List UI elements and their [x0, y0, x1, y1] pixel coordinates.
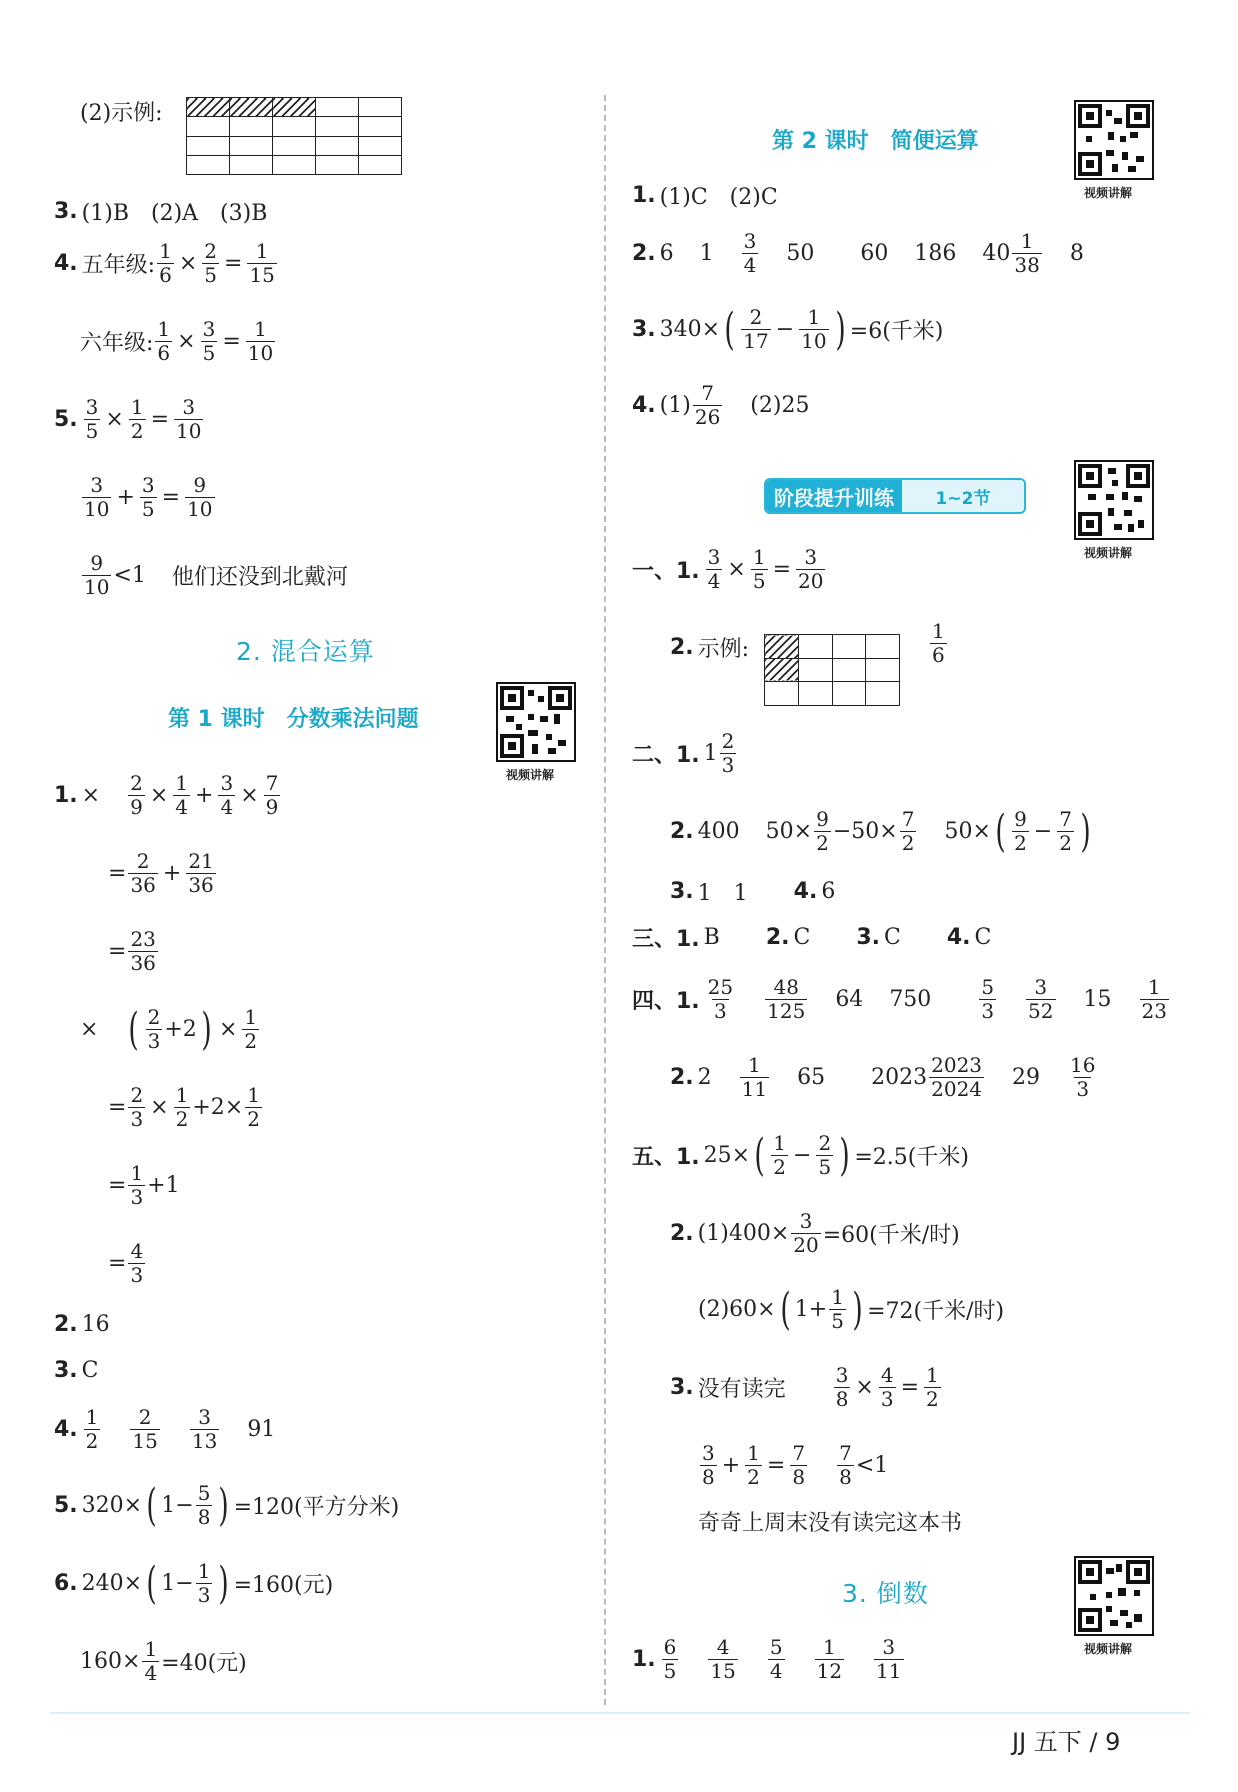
footer-rule: [50, 1712, 1190, 1714]
section-title-mixed-operations: 2. 混合运算: [236, 637, 375, 666]
stage-2-3-4: 3. 1 1 4. 6: [670, 879, 836, 906]
stage-4-2: 2. 2 $\frac{1}{11}$ 65 2023 $\frac{2023}{2024}$ 29 $\frac{16}{3}$: [670, 1053, 1096, 1101]
mixed-4: 4. $\frac{1}{2}$ $\frac{2}{15}$ $\frac{3}{13}$ 91: [54, 1405, 276, 1453]
qr-label: 视频讲解: [1084, 1642, 1133, 1656]
stage-1-2: 2. 示例:: [670, 635, 750, 662]
hatched-cell: [765, 635, 799, 659]
stage-5-2-1: 2. (1)400× $\frac{3}{20}$ =60(千米/时): [670, 1209, 960, 1257]
qr-label: 视频讲解: [506, 768, 555, 782]
hatched-cell: [765, 658, 799, 682]
mixed-1-line1: 1. × $\frac{2}{9}$ × $\frac{1}{4}$ + $\frac{3}{4}$ × $\frac{7}{9}$: [54, 771, 279, 819]
qr-code-icon[interactable]: [496, 682, 576, 762]
stage-training-banner: 阶段提升训练 1~2节: [764, 478, 1026, 514]
stage-4-1: 四、1. $\frac{25}{3}$ $\frac{48}{125}$ 64 750 $\frac{5}{3}$ $\frac{3}{52}$ 15 $\frac{1}{23}$: [632, 975, 1167, 1023]
lesson-title-1: 第 1 课时 分数乘法问题: [168, 707, 419, 732]
mixed-1-line2: = $\frac{2}{36}$ + $\frac{21}{36}$: [108, 849, 214, 897]
hatched-cell: [187, 98, 230, 117]
qr-label: 视频讲解: [1084, 546, 1133, 560]
mixed-5: 5. 320× ( 1− $\frac{5}{8}$ ) =120(平方分米): [54, 1479, 400, 1531]
mixed-1-line4: × ( $\frac{2}{3}$ +2 ) × $\frac{1}{2}$: [80, 1003, 258, 1055]
mixed-2: 2. 16: [54, 1312, 110, 1337]
answer-3: 3. (1)B (2)A (3)B: [54, 199, 268, 226]
item-2-example: (2)示例:: [80, 101, 163, 126]
mixed-1-line7: = $\frac{4}{3}$: [108, 1239, 144, 1287]
qr-code-icon[interactable]: [1074, 460, 1154, 540]
simple-2: 2. 6 1 $\frac{3}{4}$ 50 60 186 40 $\frac{1}{38}$ 8: [632, 229, 1084, 277]
stage-1-2-answer: $\frac{1}{6}$: [932, 619, 945, 667]
answer-4-grade6: 六年级: $\frac{1}{6}$ × $\frac{3}{5}$ = $\frac{1}{10}$: [80, 317, 274, 365]
column-divider: [604, 95, 606, 1705]
mixed-1-line6: = $\frac{1}{3}$ +1: [108, 1161, 180, 1209]
stage-2-2: 2. 400 50× $\frac{9}{2}$ −50× $\frac{7}{2}$ 50× ( $\frac{9}{2}$ − $\frac{7}{2}$ ): [670, 805, 1091, 857]
stage-1-1: 一、1. $\frac{3}{4}$ × $\frac{1}{5}$ = $\frac{3}{20}$: [632, 545, 824, 593]
page-footer: JJ 五下 / 9: [1012, 1728, 1121, 1756]
qr-label: 视频讲解: [1084, 186, 1133, 200]
qr-code-icon[interactable]: [1074, 100, 1154, 180]
simple-1: 1. (1)C (2)C: [632, 183, 778, 210]
hatched-cell: [273, 98, 316, 117]
qr-code-icon[interactable]: [1074, 1556, 1154, 1636]
hatched-grid-example: [186, 97, 402, 175]
answer-5-line3: $\frac{9}{10}$ <1 他们还没到北戴河: [84, 551, 348, 599]
answer-5-line2: $\frac{3}{10}$ + $\frac{3}{5}$ = $\frac{9}{10}$: [84, 473, 213, 521]
lesson-title-2: 第 2 课时 简便运算: [772, 129, 979, 154]
mixed-1-line3: = $\frac{23}{36}$: [108, 927, 156, 975]
stage-2-1: 二、1. 1 $\frac{2}{3}$: [632, 729, 735, 777]
simple-4: 4. (1) $\frac{7}{26}$ (2)25: [632, 381, 810, 429]
stage-5-3-line1: 3. 没有读完 $\frac{3}{8}$ × $\frac{4}{3}$ = $\frac{1}{2}$: [670, 1363, 939, 1411]
hatched-grid-sixth: [764, 634, 900, 706]
stage-5-3-line2: $\frac{3}{8}$ + $\frac{1}{2}$ = $\frac{7}{8}$ $\frac{7}{8}$ <1: [702, 1441, 889, 1489]
simple-3: 3. 340× ( $\frac{2}{17}$ − $\frac{1}{10}$ ) =6(千米): [632, 303, 944, 355]
stage-5-2-2: (2)60× ( 1+ $\frac{1}{5}$ ) =72(千米/时): [698, 1283, 1005, 1335]
answer-5-line1: 5. $\frac{3}{5}$ × $\frac{1}{2}$ = $\frac{3}{10}$: [54, 395, 202, 443]
mixed-3: 3. C: [54, 1358, 99, 1383]
section-title-reciprocal: 3. 倒数: [842, 1579, 929, 1608]
mixed-6-line2: 160× $\frac{1}{4}$ =40(元): [80, 1637, 247, 1685]
answer-4-grade5: 4. 五年级: $\frac{1}{6}$ × $\frac{2}{5}$ = $\frac{1}{15}$: [54, 239, 275, 287]
stage-5-1: 五、1. 25× ( $\frac{1}{2}$ − $\frac{2}{5}$ ) =2.5(千米): [632, 1129, 969, 1181]
mixed-1-line5: = $\frac{2}{3}$ × $\frac{1}{2}$ +2× $\frac{1}{2}$: [108, 1083, 260, 1131]
stage-5-3-conclusion: 奇奇上周末没有读完这本书: [698, 1511, 963, 1536]
mixed-6-line1: 6. 240× ( 1− $\frac{1}{3}$ ) =160(元): [54, 1557, 334, 1609]
reciprocal-1: 1. $\frac{6}{5}$ $\frac{4}{15}$ $\frac{5}{4}$ $\frac{1}{12}$ $\frac{3}{11}$: [632, 1635, 902, 1683]
hatched-cell: [230, 98, 273, 117]
stage-3: 三、1. B 2. C 3. C 4. C: [632, 925, 992, 952]
